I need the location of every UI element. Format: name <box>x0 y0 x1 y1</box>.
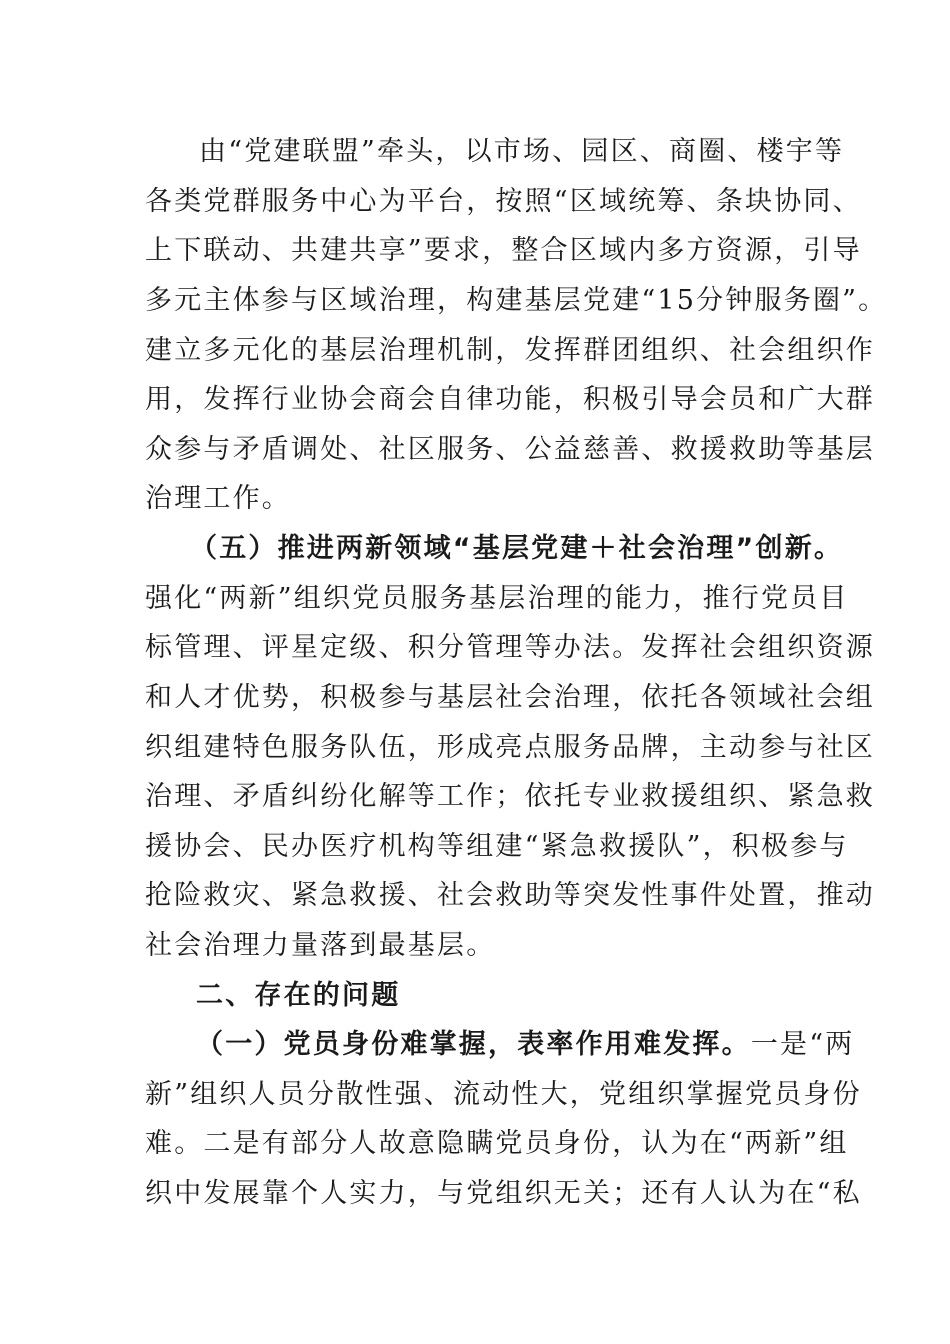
paragraph-1-line-7: 众参与矛盾调处、社区服务、公益慈善、救援救助等基层 <box>145 434 875 465</box>
subsection-heading-1: （一）党员身份难掌握，表率作用难发挥。 <box>196 1029 751 1060</box>
paragraph-2-line-4: 织组建特色服务队伍，形成亮点服务品牌，主动参与社区 <box>145 732 875 763</box>
subsection-heading-5: （五）推进两新领域“基层党建＋社会治理”创新。 <box>190 533 844 564</box>
paragraph-2-line-5: 治理、矛盾纠纷化解等工作；依托专业救援组织、紧急救 <box>145 781 875 812</box>
paragraph-2-line-3: 和人才优势，积极参与基层社会治理，依托各领域社会组 <box>145 682 875 713</box>
paragraph-1-line-8: 治理工作。 <box>145 483 291 514</box>
paragraph-1-line-3: 上下联动、共建共享”要求，整合区域内多方资源，引导 <box>145 235 862 266</box>
paragraph-1-line-2: 各类党群服务中心为平台，按照“区域统筹、条块协同、 <box>145 186 862 217</box>
paragraph-1-line-6: 用，发挥行业协会商会自律功能，积极引导会员和广大群 <box>145 384 875 415</box>
paragraph-3-line-2: 新”组织人员分散性强、流动性大，党组织掌握党员身份 <box>145 1079 862 1110</box>
paragraph-2-line-2: 标管理、评星定级、积分管理等办法。发挥社会组织资源 <box>145 632 875 663</box>
paragraph-2-line-7: 抢险救灾、紧急救援、社会救助等突发性事件处置，推动 <box>145 880 875 911</box>
paragraph-1-line-1: 由“党建联盟”牵头，以市场、园区、商圈、楼宇等 <box>199 136 845 167</box>
section-heading-2: 二、存在的问题 <box>196 980 401 1011</box>
paragraph-3-line-3: 难。二是有部分人故意隐瞒党员身份，认为在“两新”组 <box>145 1128 849 1159</box>
paragraph-1-line-4: 多元主体参与区域治理，构建基层党建“15分钟服务圈”。 <box>145 285 888 316</box>
paragraph-3-line-4: 织中发展靠个人实力，与党组织无关；还有人认为在“私 <box>145 1178 862 1209</box>
paragraph-3-line-1 <box>196 1028 876 1062</box>
paragraph-2-line-6: 援协会、民办医疗机构等组建“紧急救援队”，积极参与 <box>145 831 849 862</box>
paragraph-2-line-8: 社会治理力量落到最基层。 <box>145 930 496 961</box>
paragraph-1-line-5: 建立多元化的基层治理机制，发挥群团组织、社会组织作 <box>145 335 875 366</box>
paragraph-2-line-1: 强化“两新”组织党员服务基层治理的能力，推行党员目 <box>145 583 849 614</box>
paragraph-3-line-1-rest: 一是“两 <box>750 1029 855 1060</box>
